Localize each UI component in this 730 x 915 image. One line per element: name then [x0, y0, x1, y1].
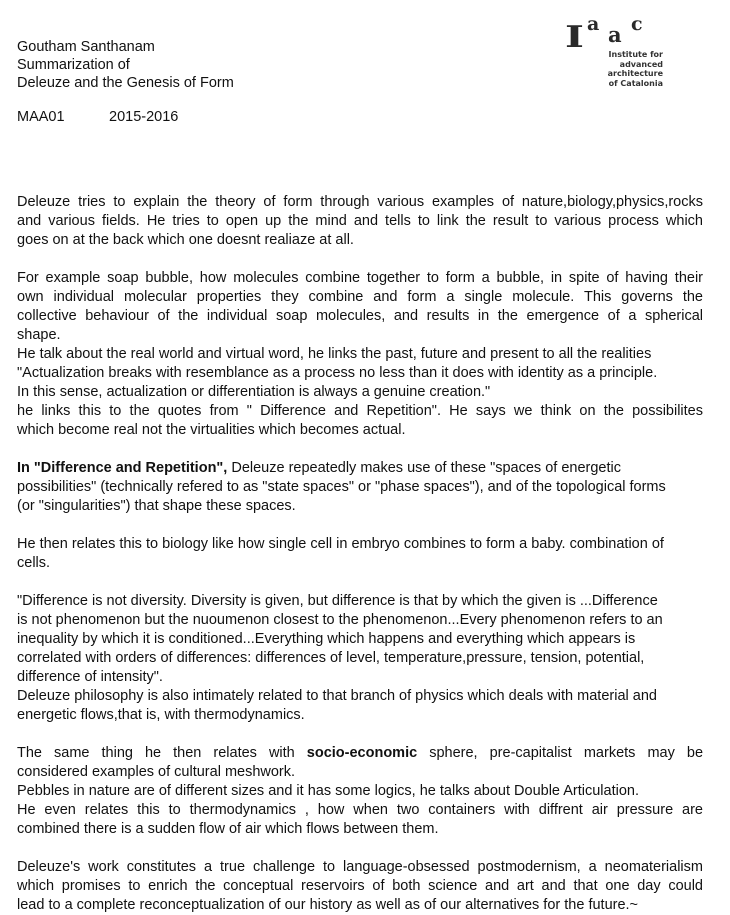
text-line: lead to a complete reconceptualization of our history as well as of our alternatives for the future.~ [17, 897, 639, 913]
text-line: collective behaviour of the individual soap molecules, and results in the emergence of a spherical [17, 308, 703, 324]
text-line: shape. [17, 327, 61, 343]
logo-line: Institute for [608, 50, 663, 59]
logo-letter-c: c [631, 13, 643, 35]
text-line: He even relates this to thermodynamics , how when two containers with diffrent air pressure are [17, 802, 703, 818]
text-line: energetic flows,that is, with thermodynamics. [17, 707, 305, 723]
paragraph-7 [17, 858, 703, 915]
logo-letter-i: I [565, 20, 584, 55]
text-line: considered examples of cultural meshwork. [17, 764, 296, 780]
text-line: goes on at the back which one doesnt realiaze at all. [17, 232, 354, 248]
text-line: Pebbles in nature are of different sizes and it has some logics, he talks about Double Articulation. [17, 783, 639, 799]
paragraph-4 [17, 535, 703, 573]
logo-line: architecture [607, 69, 663, 78]
text-line: combined there is a sudden flow of air which flows between them. [17, 821, 439, 837]
text-line: He talk about the real world and virtual word, he links the past, future and present to all the realities [17, 346, 652, 362]
title-line-1: Summarization of [17, 57, 130, 73]
document-body [17, 193, 703, 915]
text-line: difference of intensity". [17, 669, 163, 685]
logo-line: of Catalonia [608, 78, 663, 88]
paragraph-6 [17, 744, 703, 839]
text-line: correlated with orders of differences: differences of level, temperature,pressure, tension, potential, [17, 650, 645, 666]
text-line: For example soap bubble, how molecules combine together to form a bubble, in spite of having their [17, 270, 703, 286]
text-line: which become real not the virtualities which becomes actual. [17, 422, 406, 438]
logo-institute-name [608, 50, 663, 88]
logo-letter-a2: a [608, 22, 622, 47]
text-line: possibilities" (technically refered to as "state spaces" or "phase spaces"), and of the topological forms [17, 479, 666, 495]
text-line: He then relates this to biology like how single cell in embryo combines to form a baby. combination of [17, 536, 664, 552]
text-line: Deleuze philosophy is also intimately related to that branch of physics which deals with material and [17, 688, 657, 704]
bold-term: socio-economic [306, 745, 418, 761]
paragraph-5-quote [17, 592, 703, 725]
paragraph-2 [17, 269, 703, 440]
academic-year: 2015-2016 [109, 109, 179, 125]
paragraph-3 [17, 459, 703, 516]
text-line: which promises to enrich the conceptual reservoirs of both science and art and that one day could [17, 878, 703, 894]
text-line: is not phenomenon but the nuoumenon closest to the phenomenon...Every phenomenon refers to an [17, 612, 663, 628]
text-line: Deleuze tries to explain the theory of form through various examples of nature,biology,physics,rocks [17, 194, 703, 210]
text-line: cells. [17, 555, 51, 571]
text-line: own individual molecular properties they combine and form a single molecule. This governs the [17, 289, 703, 305]
text-line: he links this to the quotes from " Difference and Repetition". He says we think on the possibilites [17, 403, 703, 419]
text-line: "Actualization breaks with resemblance as a process no less than it does with identity as a principle. [17, 365, 658, 381]
logo-letter-a1: a [587, 13, 600, 35]
course-info [17, 108, 178, 126]
bold-title-reference: In "Difference and Repetition", [17, 460, 228, 476]
author-name: Goutham Santhanam [17, 39, 155, 55]
text-span: The same thing he then relates with [17, 745, 307, 761]
text-span: Deleuze repeatedly makes use of these "spaces of energetic [227, 460, 621, 476]
text-span: sphere, pre-capitalist markets may be [429, 745, 703, 761]
text-line: Deleuze's work constitutes a true challenge to language-obsessed postmodernism, a neomaterialism [17, 859, 703, 875]
title-line-2: Deleuze and the Genesis of Form [17, 75, 234, 91]
text-line [17, 459, 703, 478]
text-line: "Difference is not diversity. Diversity is given, but difference is that by which the given is ...Difference [17, 593, 658, 609]
text-line: inequality by which it is conditioned...Everything which happens and everything which appears is [17, 631, 636, 647]
iaac-logo [565, 13, 665, 89]
text-line [17, 744, 703, 763]
text-line: In this sense, actualization or differentiation is always a genuine creation." [17, 384, 491, 400]
text-line: (or "singularities") that shape these spaces. [17, 498, 296, 514]
document-header [17, 38, 234, 92]
paragraph-1 [17, 193, 703, 250]
text-line: and various fields. He tries to open up the mind and tells to link the result to various process which [17, 213, 703, 229]
logo-line: advanced [619, 59, 663, 69]
course-code: MAA01 [17, 109, 65, 125]
